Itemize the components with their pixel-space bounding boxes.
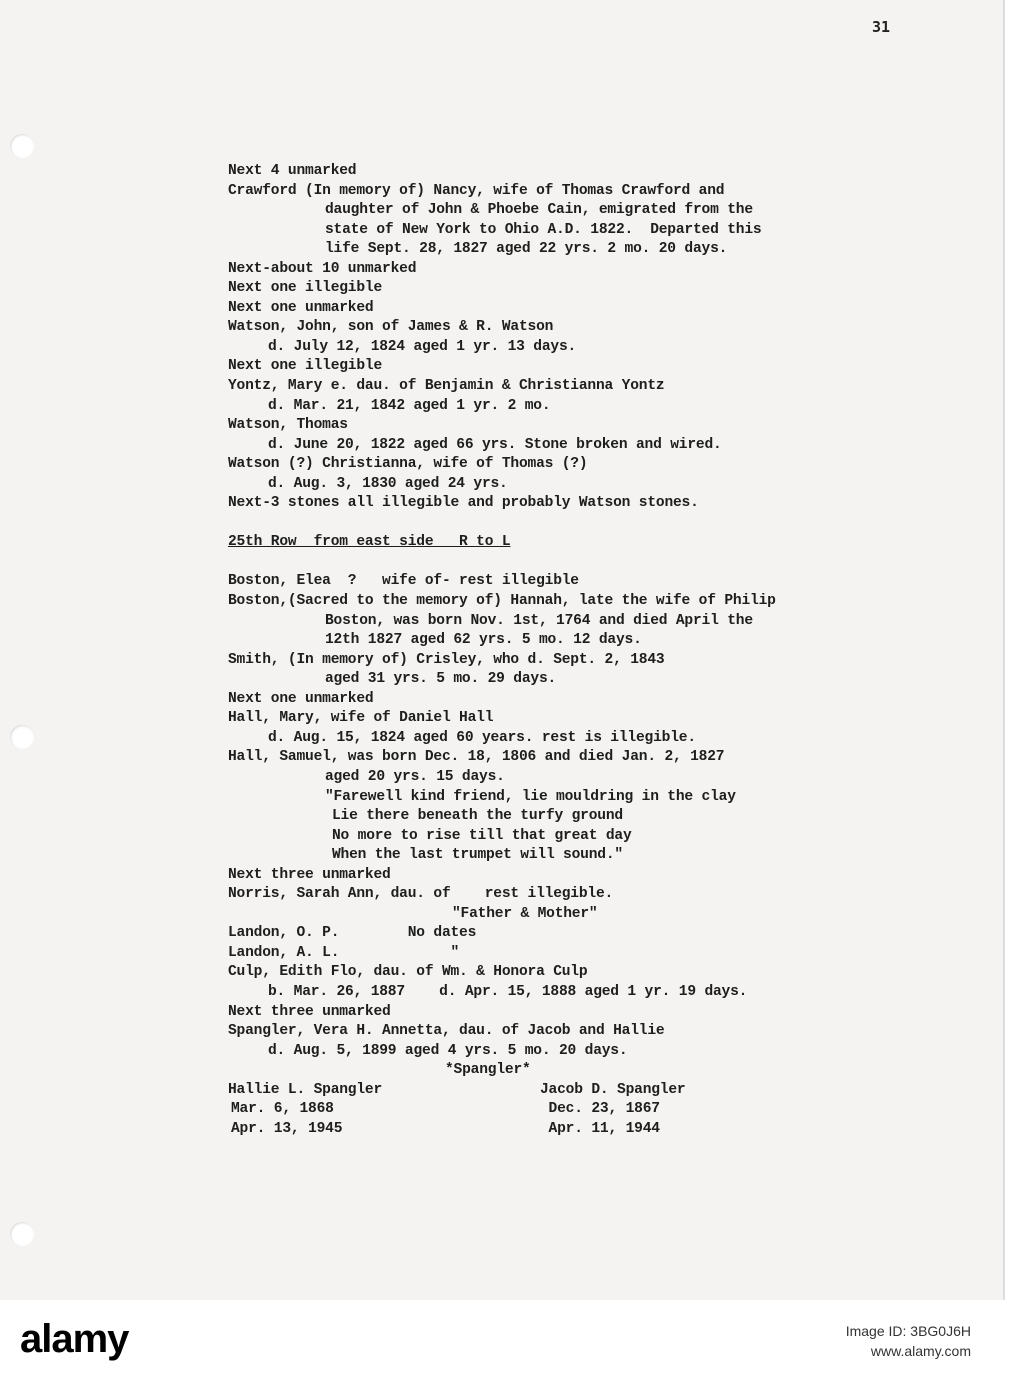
record-line: [0, 866, 1003, 886]
record-text: "Father & Mother": [452, 905, 598, 922]
record-line: [0, 670, 1003, 690]
record-line: [0, 416, 1003, 436]
record-line: [0, 201, 1003, 221]
binder-hole: [10, 1222, 34, 1246]
record-line: [0, 279, 1003, 299]
record-line: [0, 1061, 1003, 1081]
blank-line: [0, 514, 1003, 534]
record-line: [0, 221, 1003, 241]
record-line: [0, 1120, 1003, 1140]
record-text: Next one unmarked: [228, 299, 374, 316]
record-line: [0, 1003, 1003, 1023]
record-text: *Spangler*: [445, 1062, 531, 1079]
typed-transcription: [0, 162, 1003, 1139]
record-text: Lie there beneath the turfy ground: [332, 808, 623, 825]
record-text: Next-about 10 unmarked: [228, 260, 417, 277]
record-line: [0, 1042, 1003, 1062]
record-line: [0, 475, 1003, 495]
record-text: d. Aug. 5, 1899 aged 4 yrs. 5 mo. 20 days.: [268, 1042, 628, 1059]
record-text: No more to rise till that great day: [332, 827, 632, 844]
record-text-right: Jacob D. Spangler: [540, 1081, 686, 1098]
record-line: [0, 357, 1003, 377]
record-line: [0, 318, 1003, 338]
record-text: 12th 1827 aged 62 yrs. 5 mo. 12 days.: [325, 632, 642, 649]
record-line: [0, 377, 1003, 397]
record-line: [0, 572, 1003, 592]
record-text: Mar. 6, 1868: [231, 1101, 334, 1118]
record-line: [0, 963, 1003, 983]
record-line: [0, 240, 1003, 260]
record-text: Smith, (In memory of) Crisley, who d. Sept. 2, 1843: [228, 651, 665, 668]
record-text: Next three unmarked: [228, 1003, 391, 1020]
record-line: [0, 768, 1003, 788]
record-line: [0, 397, 1003, 417]
record-line: [0, 690, 1003, 710]
record-text: Next one unmarked: [228, 690, 374, 707]
record-text: Watson (?) Christianna, wife of Thomas (?): [228, 456, 588, 473]
page-number: 31: [872, 18, 891, 36]
record-text: Next one illegible: [228, 280, 383, 297]
record-line: [0, 885, 1003, 905]
record-line: [0, 788, 1003, 808]
record-line: [0, 533, 1003, 553]
record-line: [0, 748, 1003, 768]
record-text: d. July 12, 1824 aged 1 yr. 13 days.: [268, 338, 577, 355]
record-text: life Sept. 28, 1827 aged 22 yrs. 2 mo. 20 days.: [325, 241, 728, 258]
record-text: Watson, Thomas: [228, 417, 348, 434]
record-text: Next-3 stones all illegible and probably Watson stones.: [228, 495, 699, 512]
record-text: "Farewell kind friend, lie mouldring in the clay: [325, 788, 736, 805]
record-text: daughter of John & Phoebe Cain, emigrated from the: [325, 202, 753, 219]
record-text: Boston,(Sacred to the memory of) Hannah, late the wife of Philip: [228, 593, 776, 610]
record-text: Apr. 13, 1945: [231, 1120, 343, 1137]
record-text: d. Mar. 21, 1842 aged 1 yr. 2 mo.: [268, 397, 551, 414]
record-text: state of New York to Ohio A.D. 1822. Departed this: [325, 221, 762, 238]
section-heading: 25th Row from east side R to L: [228, 534, 511, 551]
record-line: [0, 1081, 1003, 1101]
record-text: Hallie L. Spangler: [228, 1081, 383, 1098]
record-line: [0, 1022, 1003, 1042]
record-line: [0, 709, 1003, 729]
record-line: [0, 807, 1003, 827]
record-line: [0, 846, 1003, 866]
record-text: Landon, A. L. ": [228, 944, 460, 961]
record-text: Next 4 unmarked: [228, 163, 357, 179]
record-text: aged 20 yrs. 15 days.: [325, 768, 505, 785]
record-text: Norris, Sarah Ann, dau. of rest illegible.: [228, 886, 614, 903]
blank-line: [0, 553, 1003, 573]
record-line: [0, 905, 1003, 925]
record-line: [0, 1100, 1003, 1120]
record-line: [0, 162, 1003, 182]
record-line: [0, 592, 1003, 612]
record-text: d. June 20, 1822 aged 66 yrs. Stone broken and wired.: [268, 436, 722, 453]
record-line: [0, 729, 1003, 749]
watermark-footer: [0, 1300, 1011, 1390]
record-text: Next three unmarked: [228, 866, 391, 883]
binder-hole: [10, 134, 34, 158]
record-text: b. Mar. 26, 1887 d. Apr. 15, 1888 aged 1 yr. 19 days.: [268, 983, 748, 1000]
record-text: Watson, John, son of James & R. Watson: [228, 319, 554, 336]
record-text-right: Apr. 11, 1944: [540, 1120, 660, 1137]
record-text: When the last trumpet will sound.": [332, 847, 623, 864]
record-line: [0, 944, 1003, 964]
record-line: [0, 182, 1003, 202]
record-text: aged 31 yrs. 5 mo. 29 days.: [325, 671, 557, 688]
record-text: Hall, Mary, wife of Daniel Hall: [228, 710, 494, 727]
record-line: [0, 299, 1003, 319]
record-line: [0, 631, 1003, 651]
record-text: d. Aug. 3, 1830 aged 24 yrs.: [268, 475, 508, 492]
record-line: [0, 455, 1003, 475]
record-line: [0, 260, 1003, 280]
record-line: [0, 983, 1003, 1003]
record-text: Boston, Elea ? wife of- rest illegible: [228, 573, 579, 590]
record-text: Hall, Samuel, was born Dec. 18, 1806 and died Jan. 2, 1827: [228, 749, 725, 766]
image-id-label: Image ID: 3BG0J6H: [845, 1323, 971, 1339]
record-text: Boston, was born Nov. 1st, 1764 and died April the: [325, 612, 753, 629]
record-text: Next one illegible: [228, 358, 383, 375]
record-text: Landon, O. P. No dates: [228, 925, 477, 942]
record-line: [0, 612, 1003, 632]
record-line: [0, 924, 1003, 944]
record-text: Crawford (In memory of) Nancy, wife of Thomas Crawford and: [228, 182, 725, 199]
site-url: www.alamy.com: [870, 1343, 971, 1359]
brand-logo-text: alamy: [20, 1317, 129, 1361]
record-text: d. Aug. 15, 1824 aged 60 years. rest is illegible.: [268, 729, 696, 746]
record-line: [0, 651, 1003, 671]
record-text: Yontz, Mary e. dau. of Benjamin & Christianna Yontz: [228, 378, 665, 395]
record-text-right: Dec. 23, 1867: [540, 1101, 660, 1118]
record-line: [0, 436, 1003, 456]
record-line: [0, 338, 1003, 358]
record-line: [0, 494, 1003, 514]
record-text: Spangler, Vera H. Annetta, dau. of Jacob and Hallie: [228, 1023, 665, 1040]
record-text: Culp, Edith Flo, dau. of Wm. & Honora Culp: [228, 964, 588, 981]
record-line: [0, 827, 1003, 847]
